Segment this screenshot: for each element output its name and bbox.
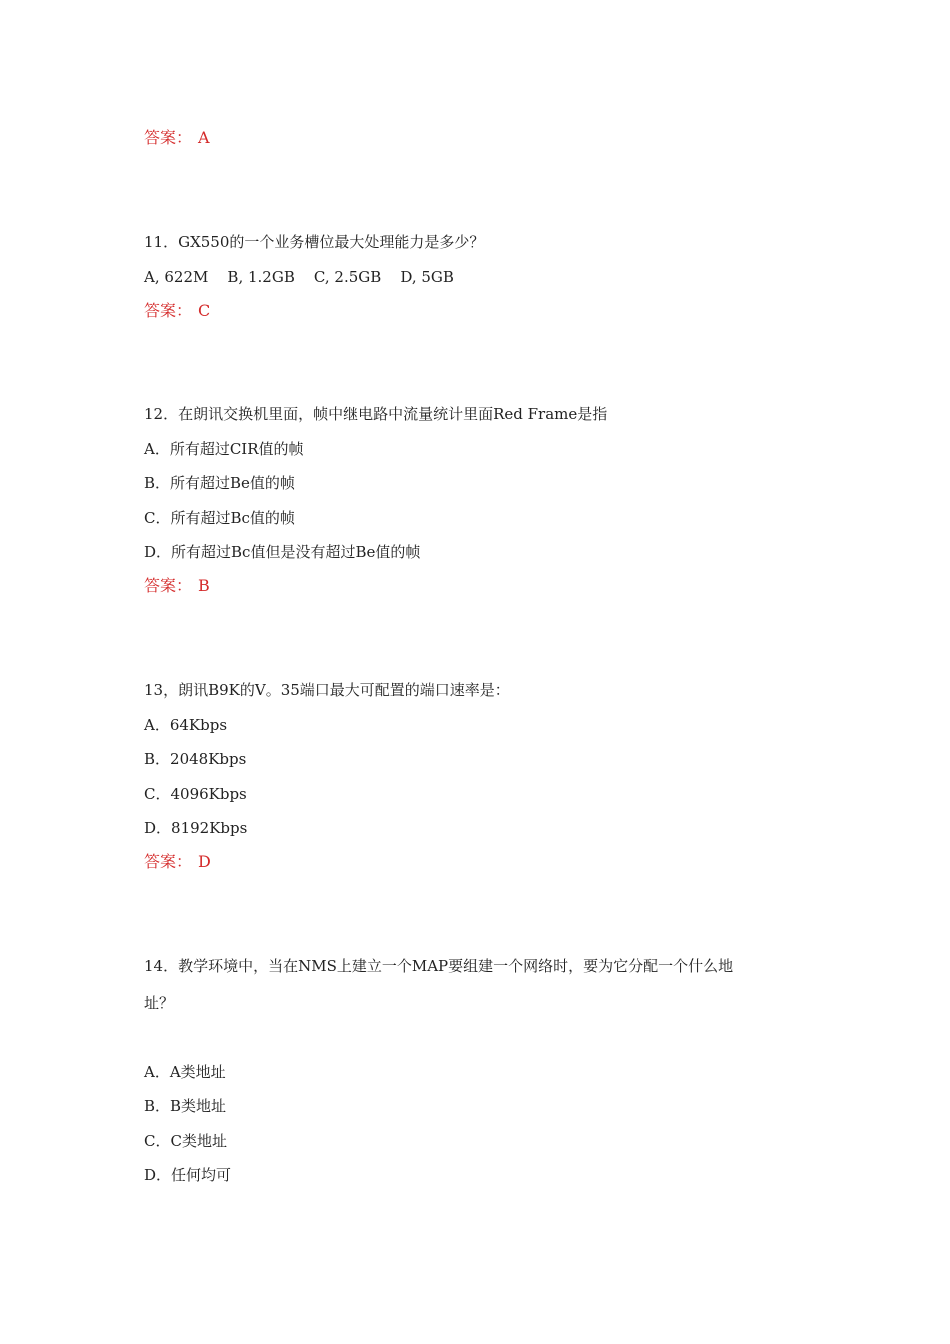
question-14-option-b: B．B类地址 bbox=[144, 1097, 227, 1115]
question-11-stem: 11．GX550的一个业务槽位最大处理能力是多少？ bbox=[144, 233, 485, 251]
question-14-option-c: C．C类地址 bbox=[144, 1132, 227, 1150]
answer-value: C bbox=[198, 301, 211, 320]
answer-label: 答案： bbox=[144, 128, 193, 147]
question-14-option-d: D．任何均可 bbox=[144, 1166, 232, 1184]
question-14-stem-line2: 址？ bbox=[144, 994, 175, 1012]
answer-label: 答案： bbox=[144, 301, 193, 320]
question-13-answer bbox=[144, 852, 211, 872]
answer-label: 答案： bbox=[144, 576, 193, 595]
question-12-option-d: D．所有超过Bc值但是没有超过Be值的帧 bbox=[144, 543, 421, 561]
question-12-option-a: A．所有超过CIR值的帧 bbox=[144, 440, 304, 458]
question-11-options: A, 622M B, 1.2GB C, 2.5GB D, 5GB bbox=[144, 268, 454, 286]
question-14-option-a: A．A类地址 bbox=[144, 1063, 226, 1081]
answer-value: A bbox=[198, 128, 210, 147]
question-11-answer bbox=[144, 301, 210, 321]
question-12-stem: 12．在朗讯交换机里面，帧中继电路中流量统计里面Red Frame是指 bbox=[144, 405, 608, 423]
question-13-option-d: D．8192Kbps bbox=[144, 819, 248, 837]
prev-answer bbox=[144, 128, 210, 148]
question-13-option-a: A．64Kbps bbox=[144, 716, 228, 734]
answer-value: D bbox=[198, 852, 211, 871]
question-13-stem: 13，朗讯B9K的V。35端口最大可配置的端口速率是： bbox=[144, 681, 510, 699]
question-13-option-b: B．2048Kbps bbox=[144, 750, 247, 768]
answer-label: 答案： bbox=[144, 852, 193, 871]
question-14-stem-line1: 14．教学环境中，当在NMS上建立一个MAP要组建一个网络时，要为它分配一个什么地 bbox=[144, 957, 734, 975]
question-12-option-b: B．所有超过Be值的帧 bbox=[144, 474, 295, 492]
question-12-option-c: C．所有超过Bc值的帧 bbox=[144, 509, 295, 527]
question-12-answer bbox=[144, 576, 210, 596]
question-13-option-c: C．4096Kbps bbox=[144, 785, 247, 803]
answer-value: B bbox=[198, 576, 210, 595]
